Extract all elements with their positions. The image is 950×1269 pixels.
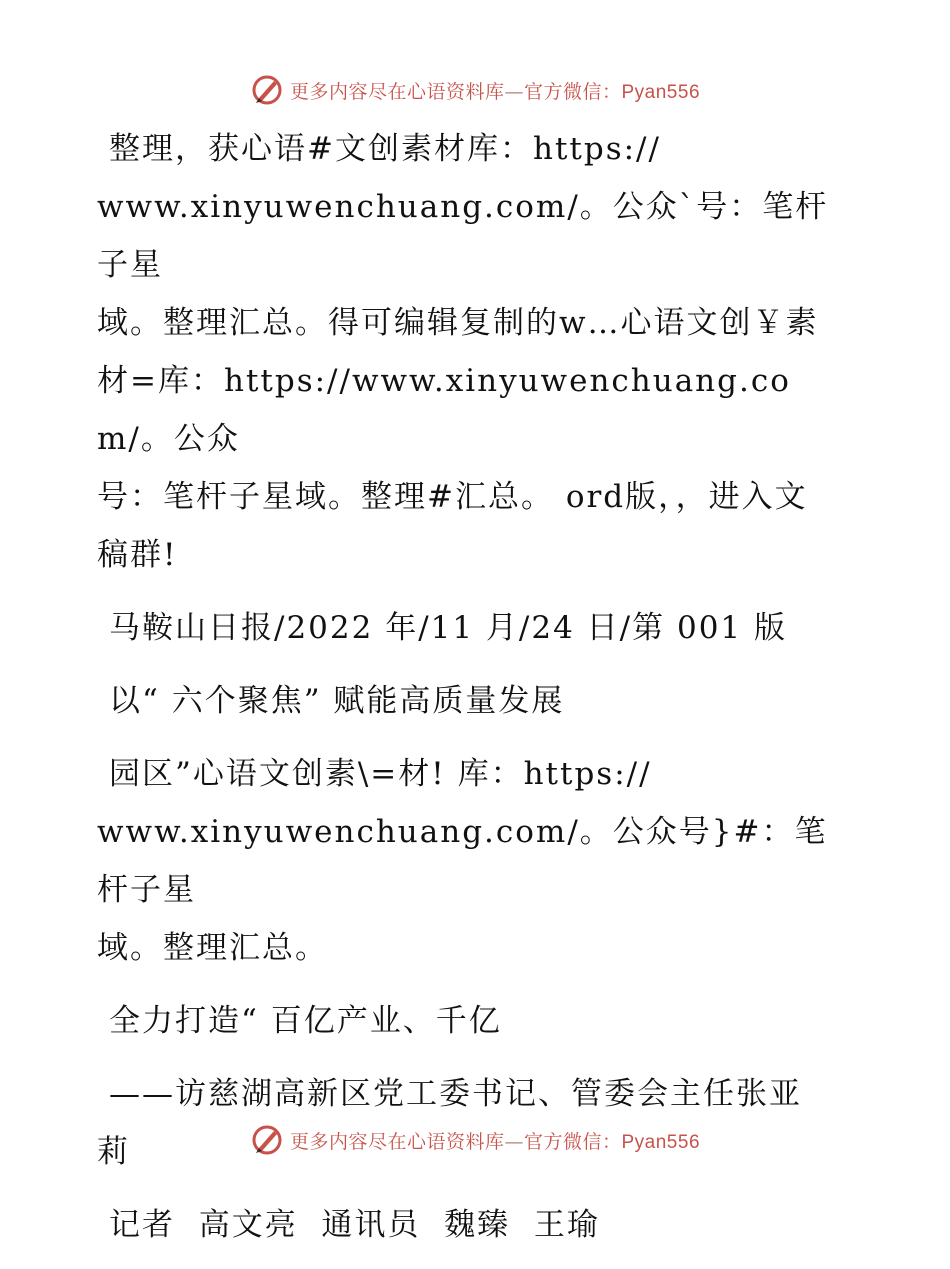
document-body [97, 120, 857, 1269]
text-line: www.xinyuwenchuang.com/。公众号}#：笔杆子星 [97, 814, 828, 908]
text-line: 稿群! [97, 537, 178, 573]
paragraph-notice-2 [97, 745, 857, 977]
banner-text: 更多内容尽在心语资料库—官方微信：Pyan556 [289, 80, 701, 103]
text-line: www.xinyuwenchuang.com/。公众`号：笔杆子星 [97, 189, 829, 283]
paragraph-source [97, 599, 857, 657]
header-banner [0, 70, 950, 110]
text-line: 域。整理汇总。 [97, 930, 328, 966]
banner-text: 更多内容尽在心语资料库—官方微信：Pyan556 [289, 1130, 701, 1153]
text-line: 记者 高文亮 通讯员 魏臻 王瑜 [109, 1207, 600, 1243]
text-line: ——访慈湖高新区党工委书记、管委会主任张亚 [109, 1076, 802, 1112]
text-line: 莉 [97, 1134, 130, 1170]
footer-banner [0, 1120, 950, 1160]
paragraph-byline [97, 1196, 857, 1254]
pen-logo-icon [250, 1123, 284, 1157]
text-line: 马鞍山日报/2022 年/11 月/24 日/第 001 版 [109, 610, 788, 646]
text-line: 以“ 六个聚焦” 赋能高质量发展 [109, 683, 565, 719]
paragraph-headline [97, 672, 857, 730]
paragraph-subheadline [97, 992, 857, 1050]
text-line: 全力打造“ 百亿产业、千亿 [109, 1003, 502, 1039]
text-line: 园区”心语文创素\=材! 库：https:// [109, 756, 652, 792]
text-line: 整理，获心语#文创素材库：https:// [109, 131, 661, 167]
text-line: 材=库：https://www.xinyuwenchuang.com/。公众 [97, 363, 791, 457]
pen-logo-icon [250, 73, 284, 107]
paragraph-notice [97, 120, 857, 584]
text-line: 域。整理汇总。得可编辑复制的w…心语文创￥素 [97, 305, 819, 341]
text-line: 号：笔杆子星域。整理#汇总。 ord版，，进入文 [97, 479, 808, 515]
